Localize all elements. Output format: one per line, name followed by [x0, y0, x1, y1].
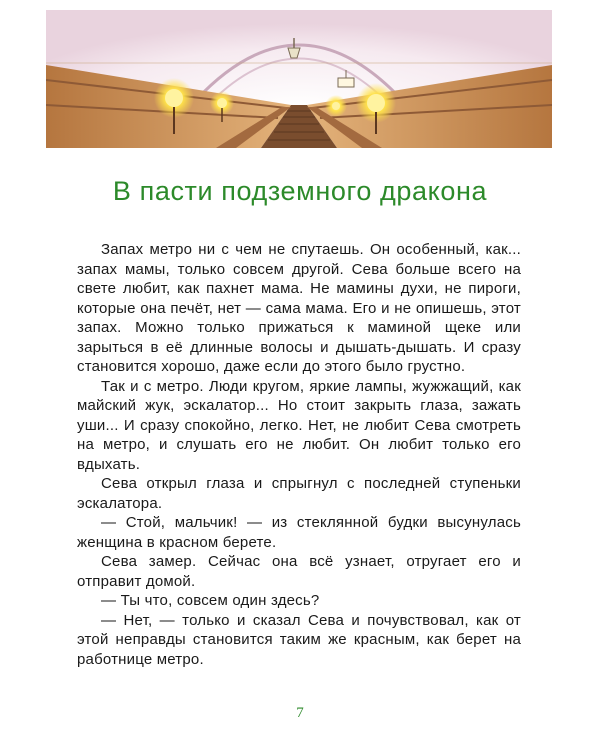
paragraph: — Стой, мальчик! — из стеклянной будки высунулась женщина в красном берете. — [77, 514, 521, 551]
paragraph: Запах метро ни с чем не спутаешь. Он особенный, как... запах мамы, только совсем другой. Сева больше всего на свете любит, как пахнет мама. Не мамины духи, не пироги, которые она печёт, нет — сама мама. Его и не опишешь, этот запах. Можно только прижаться к маминой щеке или зарыться в её длинные волосы и дышать-дышать. И сразу становится хорошо, даже если до этого было грустно. — [77, 241, 521, 375]
metro-tunnel-illustration — [46, 10, 552, 148]
body-text — [77, 240, 521, 669]
page-number: 7 — [296, 705, 304, 721]
paragraph: — Нет, — только и сказал Сева и почувствовал, как от этой неправды становится таким же красным, как берет на работнице метро. — [77, 611, 521, 668]
paragraph: Сева открыл глаза и спрыгнул с последней ступеньки эскалатора. — [77, 475, 521, 512]
paragraph: Сева замер. Сейчас она всё узнает, отругает его и отправит домой. — [77, 553, 521, 590]
paragraph: — Ты что, совсем один здесь? — [101, 592, 320, 609]
chapter-title: В пасти подземного дракона — [112, 176, 488, 206]
paragraph: Так и с метро. Люди кругом, яркие лампы, жужжащий, как майский жук, эскалатор... Но стоит закрыть глаза, зажать уши... И сразу спокойно, легко. Нет, не любит Сева смотреть на метро, и слушать его не любит. Он любит только его вдыхать. — [77, 377, 521, 473]
